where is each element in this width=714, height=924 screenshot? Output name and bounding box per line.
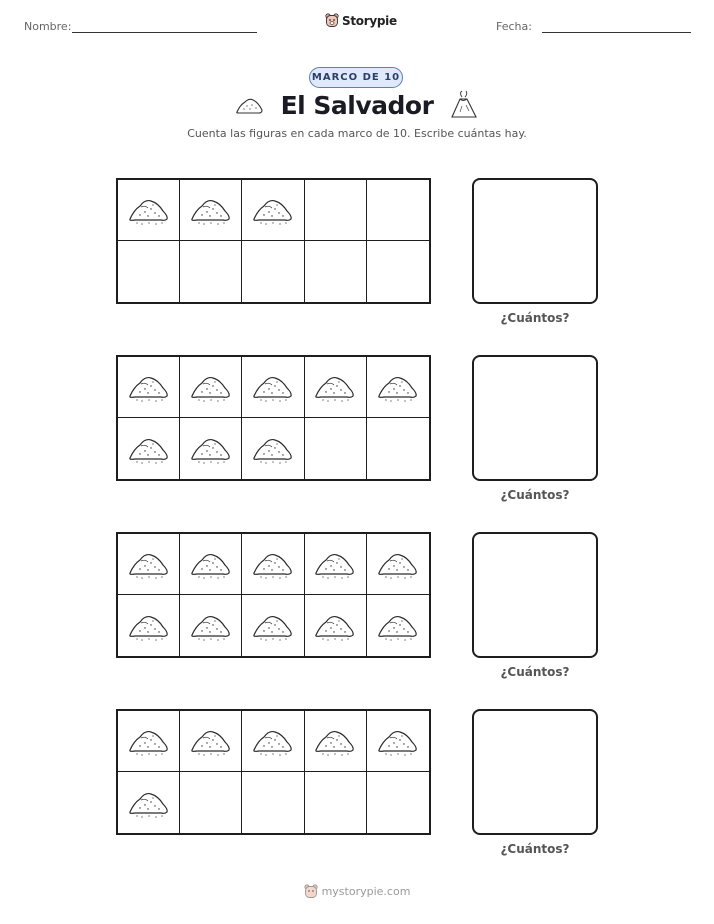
- ten-frame-cell: [367, 241, 429, 302]
- name-label: Nombre:: [24, 20, 72, 33]
- answer-label-2: ¿Cuántos?: [500, 488, 570, 502]
- ten-frame-cell: [367, 595, 429, 656]
- bear-mascot-icon: [325, 13, 339, 28]
- ten-frame-cell: [305, 711, 367, 772]
- ten-frame-cell: [118, 180, 180, 241]
- date-line[interactable]: [542, 32, 691, 33]
- worksheet-type-badge: MARCO DE 10: [309, 67, 403, 88]
- ten-frame-cell: [242, 357, 304, 418]
- ten-frame-cell: [180, 241, 242, 302]
- answer-label-1: ¿Cuántos?: [500, 311, 570, 325]
- ten-frame-cell: [242, 534, 304, 595]
- ten-frame-cell: [242, 595, 304, 656]
- page-title: El Salvador: [280, 90, 434, 120]
- ten-frame-cell: [305, 180, 367, 241]
- ten-frame-2: [116, 355, 431, 481]
- sand-pile-icon: [376, 724, 420, 758]
- ten-frame-cell: [305, 772, 367, 833]
- footer: [0, 884, 714, 899]
- ten-frame-cell: [180, 418, 242, 479]
- ten-frame-cell: [118, 711, 180, 772]
- sand-pile-icon: [376, 609, 420, 643]
- ten-frame-cell: [118, 357, 180, 418]
- sand-pile-icon: [313, 547, 357, 581]
- sand-pile-icon: [251, 547, 295, 581]
- ten-frame-cell: [118, 534, 180, 595]
- sand-pile-icon: [313, 370, 357, 404]
- ten-frame-cell: [180, 772, 242, 833]
- ten-frame-cell: [118, 772, 180, 833]
- answer-box-3[interactable]: [472, 532, 598, 658]
- sand-pile-icon: [127, 609, 171, 643]
- answer-box-4[interactable]: [472, 709, 598, 835]
- ten-frame-cell: [242, 180, 304, 241]
- ten-frame-cell: [305, 595, 367, 656]
- bear-mascot-icon: [304, 884, 318, 899]
- instructions: Cuenta las figuras en cada marco de 10. Escribe cuántas hay.: [187, 127, 527, 140]
- ten-frame-4: [116, 709, 431, 835]
- sand-pile-icon: [313, 724, 357, 758]
- sand-pile-icon: [251, 724, 295, 758]
- date-label: Fecha:: [496, 20, 532, 33]
- ten-frame-cell: [118, 595, 180, 656]
- answer-label-4: ¿Cuántos?: [500, 842, 570, 856]
- answer-label-3: ¿Cuántos?: [500, 665, 570, 679]
- ten-frame-cell: [118, 241, 180, 302]
- ten-frame-cell: [180, 180, 242, 241]
- ten-frame-1: [116, 178, 431, 304]
- ten-frame-3: [116, 532, 431, 658]
- sand-pile-icon: [127, 370, 171, 404]
- ten-frame-cell: [305, 534, 367, 595]
- ten-frame-cell: [367, 534, 429, 595]
- sand-pile-icon: [127, 786, 171, 820]
- ten-frame-cell: [367, 180, 429, 241]
- sand-pile-icon: [189, 432, 233, 466]
- sand-pile-icon: [189, 193, 233, 227]
- ten-frame-cell: [367, 772, 429, 833]
- title-row: [0, 90, 714, 120]
- sand-pile-icon: [313, 609, 357, 643]
- answer-box-2[interactable]: [472, 355, 598, 481]
- sand-pile-icon: [127, 724, 171, 758]
- ten-frame-cell: [367, 711, 429, 772]
- ten-frame-cell: [180, 595, 242, 656]
- sand-pile-icon: [189, 547, 233, 581]
- ten-frame-cell: [180, 534, 242, 595]
- footer-url[interactable]: mystorypie.com: [321, 885, 411, 898]
- sand-pile-icon: [376, 547, 420, 581]
- ten-frame-cell: [305, 241, 367, 302]
- ten-frame-cell: [367, 357, 429, 418]
- volcano-icon: [449, 90, 479, 120]
- sand-pile-icon: [251, 193, 295, 227]
- sand-pile-icon: [235, 94, 265, 116]
- answer-box-1[interactable]: [472, 178, 598, 304]
- sand-pile-icon: [251, 432, 295, 466]
- sand-pile-icon: [251, 370, 295, 404]
- sand-pile-icon: [376, 370, 420, 404]
- ten-frame-cell: [242, 418, 304, 479]
- ten-frame-cell: [242, 772, 304, 833]
- ten-frame-cell: [305, 418, 367, 479]
- ten-frame-cell: [242, 241, 304, 302]
- sand-pile-icon: [127, 432, 171, 466]
- sand-pile-icon: [189, 370, 233, 404]
- ten-frame-cell: [118, 418, 180, 479]
- sand-pile-icon: [189, 724, 233, 758]
- brand-name: Storypie: [342, 13, 397, 28]
- name-line[interactable]: [72, 32, 257, 33]
- ten-frame-cell: [180, 357, 242, 418]
- sand-pile-icon: [127, 547, 171, 581]
- brand-logo: [325, 13, 397, 28]
- sand-pile-icon: [251, 609, 295, 643]
- ten-frame-cell: [305, 357, 367, 418]
- sand-pile-icon: [189, 609, 233, 643]
- ten-frame-cell: [242, 711, 304, 772]
- ten-frame-cell: [180, 711, 242, 772]
- ten-frame-cell: [367, 418, 429, 479]
- sand-pile-icon: [127, 193, 171, 227]
